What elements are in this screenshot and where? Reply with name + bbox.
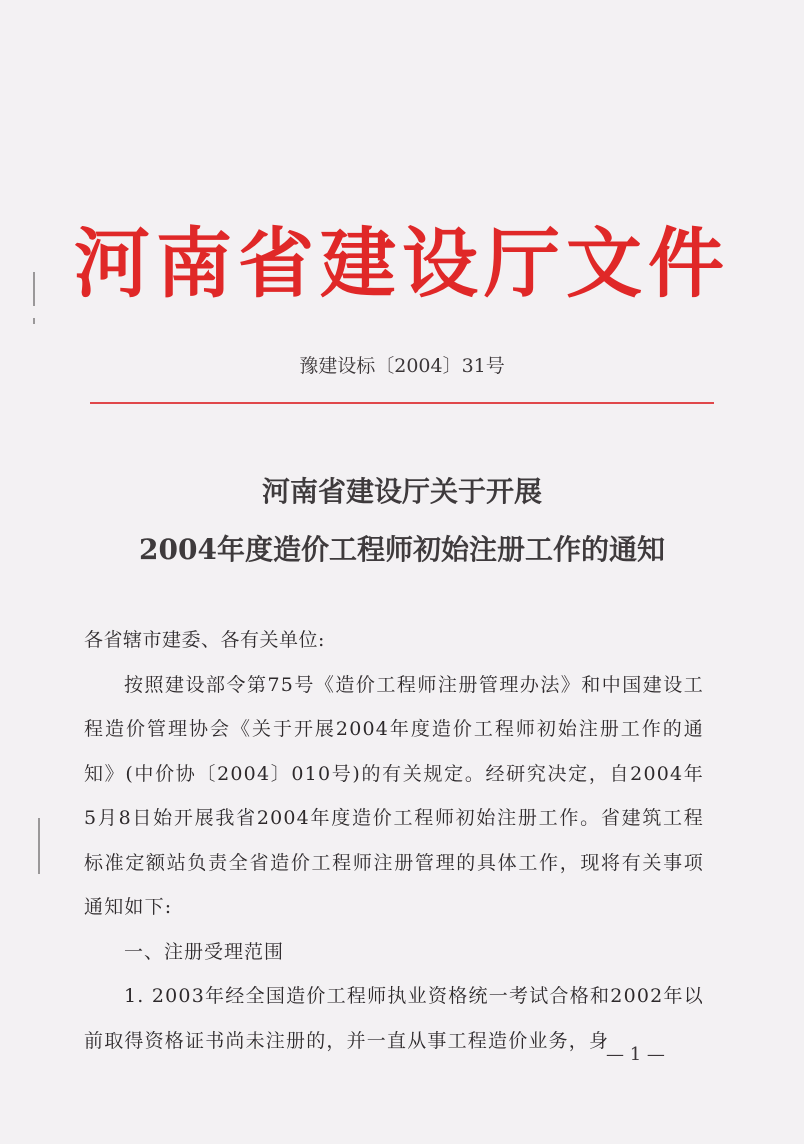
notice-title-line-1: 河南省建设厅关于开展: [261, 475, 542, 508]
salutation: 各省辖市建委、各有关单位:: [84, 629, 325, 651]
binding-mark-mid: [33, 318, 35, 324]
red-divider-line: [90, 402, 714, 404]
document-masthead: 河南省建设厅文件: [74, 219, 730, 308]
document-number: 豫建设标〔2004〕31号: [299, 355, 505, 377]
body-paragraph-1: 按照建设部令第75号《造价工程师注册管理办法》和中国建设工程造价管理协会《关于开展2004年度造价工程师初始注册工作的通知》(中价协〔2004〕010号)的有关规定。经研究决定，自2004年5月8日始开展我省2004年度造价工程师初始注册工作。省建筑工程标准定额站负责全省造价工程师注册管理的具体工作，现将有关事项通知如下:: [84, 673, 704, 918]
notice-title-line-2: 2004年度造价工程师初始注册工作的通知: [139, 533, 665, 566]
notice-body: [84, 618, 704, 1063]
binding-mark-lower: [38, 818, 40, 874]
page-number: — 1 —: [606, 1044, 665, 1065]
list-item-1: 1. 2003年经全国造价工程师执业资格统一考试合格和2002年以前取得资格证书尚未注册的，并一直从事工程造价业务，身: [84, 985, 704, 1052]
section-heading-1: 一、注册受理范围: [124, 940, 285, 963]
